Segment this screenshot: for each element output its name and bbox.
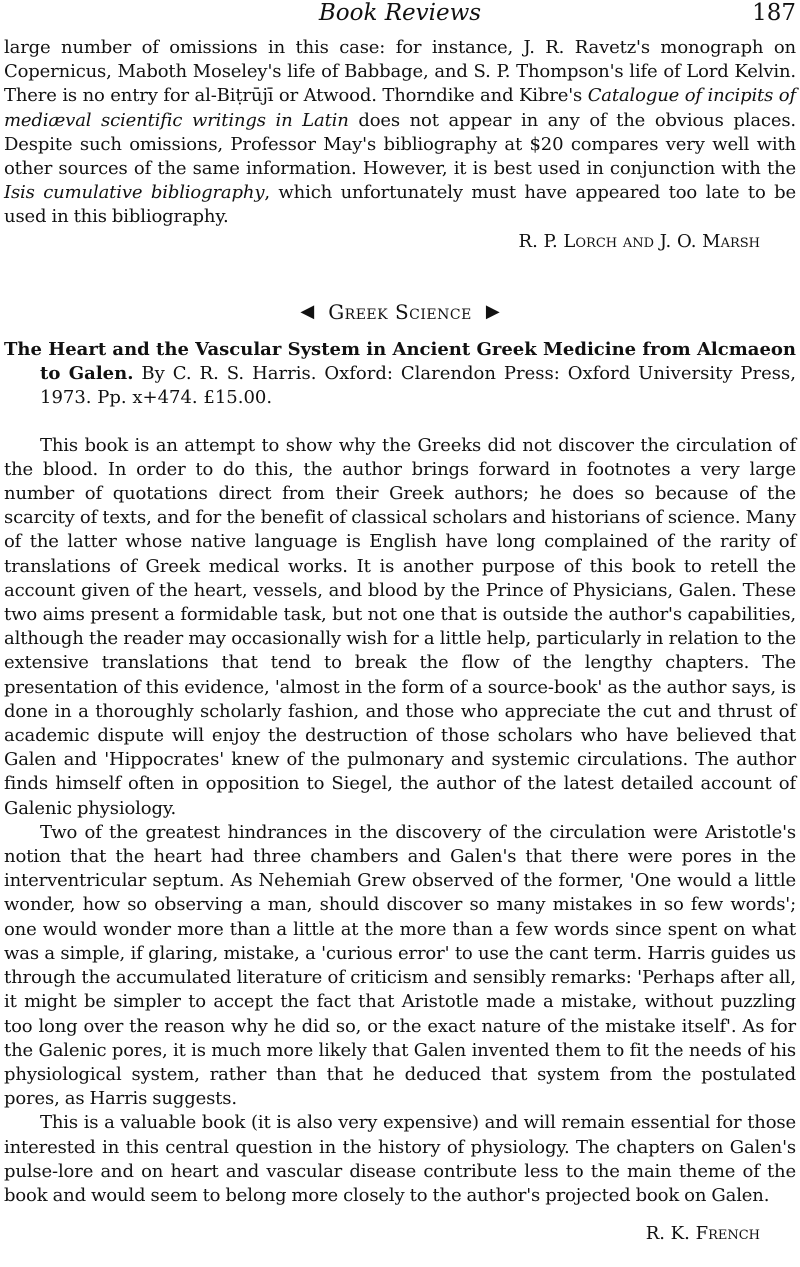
review-body — [4, 434, 796, 1209]
section-label: Greek Science — [328, 299, 472, 324]
italic-title-isis: Isis cumulative bibliography — [4, 182, 265, 204]
running-head-title: Book Reviews — [318, 0, 482, 26]
right-arrow-icon: ▶ — [485, 301, 500, 323]
previous-review-ending — [4, 36, 796, 254]
left-arrow-icon: ◀ — [300, 301, 315, 323]
book-title: The Heart and the Vascular System in Ancient Greek Medicine from Alcmaeon to Galen. — [4, 338, 796, 384]
book-details: By C. R. S. Harris. Oxford: Clarendon Press: Oxford University Press, 1973. Pp. x+474. £15.00. — [40, 362, 796, 408]
text-run: does not appear in any of the obvious places. Despite such omissions, Professor May's bibliography at $20 compares very well with other sources of the same information. However, it is best used in conjunction with the — [4, 109, 797, 180]
review-citation — [4, 338, 796, 410]
review-signature: R. K. French — [645, 1223, 760, 1245]
previous-review-paragraph — [4, 36, 796, 230]
section-heading — [4, 294, 796, 330]
review-paragraph-2: Two of the greatest hindrances in the discovery of the circulation were Aristotle's notion that the heart had three chambers and Galen's that there were pores in the interventricular septum. As Nehemiah Grew observed of the former, 'One would a little wonder, how so observing a man, should discover so many mistakes in so few words'; one would wonder more than a little at the more than a few words since spent on what was a simple, if glaring, mistake, a 'curious error' to use the cant term. Harris guides us through the accumulated literature of criticism and sensibly remarks: 'Perhaps after all, it might be simpler to accept the fact that Aristotle made a mistake, without puzzling too long over the reason why he did so, or the exact nature of the mistake itself'. As for the Galenic pores, it is much more likely that Galen invented them to fit the needs of his physiological system, rather than that he deduced that system from the postulated pores, as Harris suggests. — [4, 821, 796, 1110]
running-head — [4, 0, 796, 36]
journal-page — [4, 0, 796, 1246]
text-run: , which unfortunately must have appeared too late to be used in this bibliography. — [4, 182, 796, 228]
text-run: large number of omissions in this case: for instance, J. R. Ravetz's monograph on Copernicus, Maboth Moseley's life of Babbage, and S. P. Thompson's life of Lord Kelvin. There is no entry for al-Biṭrūjī or Atwood. Thorndike and Kibre's — [4, 37, 796, 107]
review-paragraph-1: This book is an attempt to show why the Greeks did not discover the circulation of the blood. In order to do this, the author brings forward in footnotes a very large number of quotations direct from their Greek authors; he does so because of the scarcity of texts, and for the benefit of classical scholars and historians of science. Many of the latter whose native language is English have long complained of the rarity of translations of Greek medical works. It is another purpose of this book to retell the account given of the heart, vessels, and blood by the Prince of Physicians, Galen. These two aims present a formidable task, but not one that is outside the author's capabilities, although the reader may occasionally wish for a little help, particularly in relation to the extensive translations that tend to break the flow of the lengthy chapters. The presentation of this evidence, 'almost in the form of a source-book' as the author says, is done in a thoroughly scholarly fashion, and those who appreciate the cut and thrust of academic dispute will enjoy the destruction of those scholars who have believed that Galen and 'Hippocrates' knew of the pulmonary and systemic circulations. The author finds himself often in opposition to Siegel, the author of the latest detailed account of Galenic physiology. — [4, 434, 796, 819]
page-number: 187 — [752, 0, 796, 26]
review-paragraph-3: This is a valuable book (it is also very expensive) and will remain essential for those interested in this central question in the history of physiology. The chapters on Galen's pulse-lore and on heart and vascular disease contribute less to the main theme of the book and would seem to belong more closely to the author's projected book on Galen. — [4, 1112, 796, 1206]
italic-title-catalogue: Catalogue of incipits of mediæval scientific writings in Latin — [4, 85, 796, 131]
previous-review-signature: R. P. Lorch and J. O. Marsh — [518, 230, 760, 252]
